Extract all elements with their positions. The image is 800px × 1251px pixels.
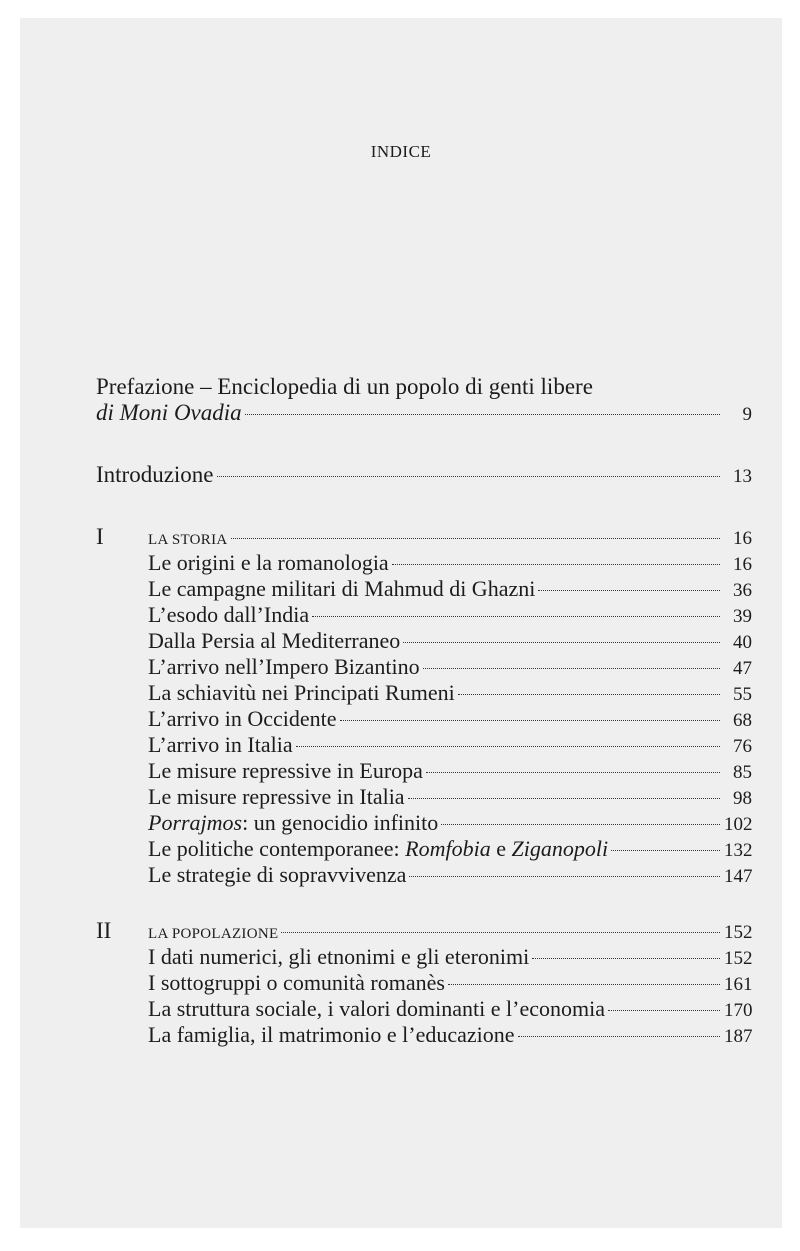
dot-leader <box>518 1036 720 1037</box>
page-number: 13 <box>733 466 752 487</box>
preface-title: Prefazione – Enciclopedia di un popolo di genti libere <box>96 374 593 399</box>
dot-leader <box>423 668 720 669</box>
toc-entry <box>96 550 752 576</box>
dot-leader <box>426 772 720 773</box>
table-of-contents <box>96 374 752 1048</box>
page-number: 132 <box>724 840 753 861</box>
dot-leader <box>608 1010 720 1011</box>
section-title: LA STORIA <box>148 532 228 548</box>
dot-leader <box>458 694 720 695</box>
entry-label: Le campagne militari di Mahmud di Ghazni <box>148 576 536 601</box>
page-number: 40 <box>733 632 752 653</box>
introduction-label: Introduzione <box>96 462 214 487</box>
entry-label: La famiglia, il matrimonio e l’educazione <box>148 1022 515 1047</box>
page-number: 39 <box>733 606 752 627</box>
dot-leader <box>392 564 720 565</box>
toc-entry <box>96 706 752 732</box>
entry-label: Le origini e la romanologia <box>148 550 389 575</box>
dot-leader <box>409 876 720 877</box>
toc-entry <box>96 576 752 602</box>
toc-introduction <box>96 462 752 488</box>
preface-author: di Moni Ovadia <box>96 400 242 425</box>
toc-entry <box>96 680 752 706</box>
dot-leader <box>532 958 720 959</box>
toc-section-header <box>96 918 752 944</box>
page-number: 98 <box>733 788 752 809</box>
page-number: 16 <box>733 528 752 549</box>
entry-label: Dalla Persia al Mediterraneo <box>148 628 401 653</box>
dot-leader <box>408 798 720 799</box>
page-number: 152 <box>724 922 753 943</box>
page-number: 170 <box>724 1000 753 1021</box>
dot-leader <box>217 476 720 477</box>
entry-label: Le misure repressive in Italia <box>148 784 405 809</box>
dot-leader <box>245 414 720 415</box>
entry-label: Le strategie di sopravvivenza <box>148 862 407 887</box>
toc-entry <box>96 1022 752 1048</box>
entry-label: L’esodo dall’India <box>148 602 310 627</box>
page-number: 47 <box>733 658 752 679</box>
page-number: 16 <box>733 554 752 575</box>
page-title: INDICE <box>370 142 432 161</box>
toc-section-header <box>96 524 752 550</box>
page-number: 55 <box>733 684 752 705</box>
toc-entry <box>96 944 752 970</box>
toc-preface-line2 <box>96 400 752 426</box>
dot-leader <box>231 538 720 539</box>
toc-entry <box>96 758 752 784</box>
page-number: 161 <box>724 974 753 995</box>
dot-leader <box>538 590 720 591</box>
page-number: 152 <box>724 948 753 969</box>
section-numeral: I <box>96 524 104 549</box>
entry-label: L’arrivo in Occidente <box>148 706 337 731</box>
toc-entry <box>96 784 752 810</box>
toc-entry <box>96 628 752 654</box>
entry-label: I sottogruppi o comunità romanès <box>148 970 445 995</box>
section-title: LA POPOLAZIONE <box>148 926 279 942</box>
dot-leader <box>448 984 720 985</box>
dot-leader <box>312 616 720 617</box>
entry-label: I dati numerici, gli etnonimi e gli eteronimi <box>148 944 530 969</box>
entry-label: Le politiche contemporanee: Romfobia e Ziganopoli <box>148 836 609 861</box>
entry-label: L’arrivo nell’Impero Bizantino <box>148 654 420 679</box>
entry-label: La struttura sociale, i valori dominanti e l’economia <box>148 996 605 1021</box>
toc-entry <box>96 862 752 888</box>
dot-leader <box>403 642 720 643</box>
page-number: 187 <box>724 1026 753 1047</box>
entry-label: Le misure repressive in Europa <box>148 758 423 783</box>
page-number: 36 <box>733 580 752 601</box>
toc-entry <box>96 732 752 758</box>
toc-entry <box>96 602 752 628</box>
toc-entry <box>96 810 752 836</box>
entry-label: L’arrivo in Italia <box>148 732 293 757</box>
toc-entry <box>96 654 752 680</box>
page-number: 102 <box>724 814 753 835</box>
toc-preface-line1 <box>96 374 752 400</box>
dot-leader <box>340 720 720 721</box>
toc-entry <box>96 836 752 862</box>
page-number: 76 <box>733 736 752 757</box>
page-number: 147 <box>724 866 753 887</box>
book-page <box>20 18 782 1228</box>
section-numeral: II <box>96 918 112 943</box>
entry-label: Porrajmos: un genocidio infinito <box>148 810 439 835</box>
toc-entry <box>96 996 752 1022</box>
dot-leader <box>281 932 720 933</box>
entry-label: La schiavitù nei Principati Rumeni <box>148 680 455 705</box>
page-number: 85 <box>733 762 752 783</box>
dot-leader <box>441 824 720 825</box>
dot-leader <box>611 850 720 851</box>
page-number: 68 <box>733 710 752 731</box>
dot-leader <box>296 746 720 747</box>
page-number: 9 <box>742 404 752 425</box>
toc-entry <box>96 970 752 996</box>
